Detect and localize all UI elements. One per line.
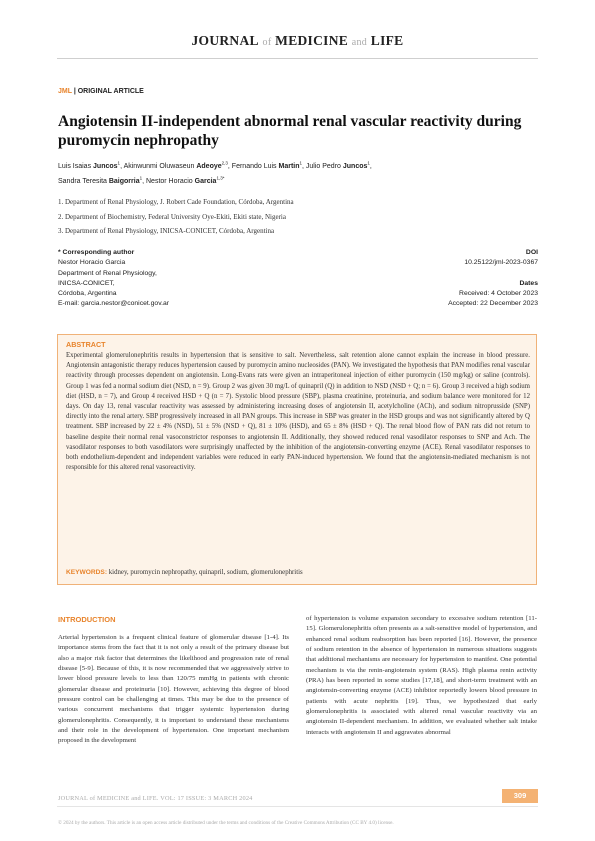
masthead-and-word: and — [351, 37, 368, 48]
author — [58, 163, 124, 170]
corresponding-author-block — [58, 248, 298, 310]
author-first-name: Julio Pedro — [305, 163, 343, 171]
affiliation: 1. Department of Renal Physiology, J. Robert Cade Foundation, Córdoba, Argentina — [58, 198, 294, 206]
abstract-heading: ABSTRACT — [66, 340, 106, 349]
author-separator: , — [120, 163, 124, 171]
author-separator: , — [369, 163, 372, 171]
article-title: Angiotensin II-independent abnormal renal vascular reactivity during puromycin nephropathy — [58, 113, 522, 149]
author-affil-marker: 1 — [139, 175, 143, 181]
author — [124, 163, 232, 170]
received-date: Received: 4 October 2023 — [459, 289, 538, 297]
author-last-name: Garcia — [194, 177, 217, 185]
doi-heading: DOI — [525, 249, 538, 256]
keywords-heading: KEYWORDS: — [66, 569, 108, 576]
author-separator: , — [227, 163, 232, 171]
author-first-name: Akinwunmi Oluwaseun — [123, 163, 197, 171]
section-separator: | — [71, 88, 78, 95]
affiliation-list — [58, 195, 538, 239]
author-affil-marker: 1 — [117, 161, 121, 166]
masthead-life-word: LIFE — [370, 33, 404, 48]
author-affil-marker: 1 — [299, 161, 303, 166]
footer-divider — [57, 806, 538, 807]
corresponding-author-location: Córdoba, Argentina — [58, 290, 117, 298]
masthead-journal-word: JOURNAL — [191, 33, 259, 48]
corresponding-author-email[interactable]: E-mail: garcia.nestor@conicet.gov.ar — [58, 300, 170, 308]
dates-heading: Dates — [519, 279, 538, 287]
author-last-name: Adeoye — [196, 163, 222, 171]
keywords-list: kidney, puromycin nephropathy, quinapril, sodium, glomerulonephritis — [107, 569, 303, 576]
article-meta-block — [318, 248, 538, 309]
corresponding-author-institute: INICSA-CONICET, — [58, 279, 115, 287]
author-affil-marker: 1,3* — [216, 175, 225, 181]
masthead-divider — [57, 58, 538, 59]
journal-abbrev: JML — [58, 88, 72, 95]
author — [232, 163, 306, 170]
masthead-medicine-word: MEDICINE — [275, 33, 349, 48]
author-first-name: Fernando Luis — [231, 163, 279, 171]
license-notice: © 2024 by the authors. This article is an open access article distributed under the terms and conditions of the Creative Commons Attribution (CC BY 4.0) license. — [58, 820, 394, 826]
author — [58, 175, 146, 185]
corresponding-author-name: Nestor Horacio Garcia — [58, 259, 126, 267]
author-affil-marker: 2,3 — [221, 161, 228, 166]
author-affil-marker: 1 — [367, 161, 370, 166]
affiliation: 3. Department of Renal Physiology, INICSA-CONICET, Córdoba, Argentina — [58, 227, 275, 235]
author-list — [58, 158, 518, 187]
affiliation: 2. Department of Biochemistry, Federal University Oye-Ekiti, Ekiti state, Nigeria — [58, 212, 286, 221]
introduction-heading: INTRODUCTION — [58, 615, 116, 624]
journal-masthead — [0, 33, 595, 49]
author-separator: , — [142, 177, 146, 185]
introduction-column-right: of hypertension is volume expansion secondary to excessive sodium retention [11-15]. Glomerulonephritis often presents as a salt-sensitive model of hypertension, and enhanced renal sodium reabsorption has been reported [16]. However, the presence of sodium retention in the absence of hypertension in numerous situations suggests that additional mechanisms are necessary for hypertension to manifest. One potential mechanism is via the renin-angiotensin system (RAS). High plasma renin activity (PRA) has been reported in some studies [17,18], and short-term treatment with an angiotensin-converting enzyme (ACE) inhibitor reportedly lowers blood pressure in patients with acute nephritis [19]. Thus, we hypothesized that early glomerulonephritis is associated with altered renal vascular reactivity via an angiotensin II-dependent mechanism. In addition, we evaluated whether salt intake interacts with angiotensin II and aggravates abnormal — [306, 615, 537, 736]
footer-journal-issue: JOURNAL of MEDICINE and LIFE. VOL: 17 ISSUE: 3 MARCH 2024 — [58, 795, 253, 802]
author-last-name: Juncos — [342, 163, 368, 171]
page-number-badge: 309 — [502, 789, 538, 803]
author-first-name: Luis Isaias — [58, 163, 94, 171]
author-last-name: Baigorria — [108, 177, 140, 185]
author-last-name: Martin — [278, 163, 300, 171]
author-first-name: Sandra Teresita — [58, 177, 109, 185]
masthead-of-word: of — [262, 37, 272, 48]
article-type-label — [58, 88, 144, 95]
author-last-name: Juncos — [93, 163, 118, 171]
author — [306, 163, 372, 170]
corresponding-author-dept: Department of Renal Physiology, — [58, 269, 157, 277]
author — [146, 175, 225, 185]
abstract-text: Experimental glomerulonephritis results in hypertension that is sensitive to salt. Nevertheless, salt retention alone cannot explain the increase in blood pressure. Angiotensin antagonistic therapy reduces hypertension caused by puromycin amino nucleosides (PAN). We investigated the hypothesis that PAN modifies renal vascular reactivity through processes dependent on angiotensin. Long-Evans rats were given an intraperitoneal injection of either puromycin (150 mg/kg) or saline (controls). Group 1 was fed a normal sodium diet (NSD, n = 9). Group 2 was given 30 mg/L of quinapril (Q) in addition to NSD (NSD + Q; n = 6). Group 3 received a high sodium diet (HSD, n = 7), and Group 4 received HSD + Q (n = 7). Systolic blood pressure (SBP), plasma creatinine, proteinuria, and sodium balance were monitored for 12 days. On day 13, renal vascular reactivity was assessed by administering increasing doses of angiotensin II, acetylcholine (ACh), and sodium nitroprusside (SNP) directly into the renal artery. SBP progressively increased in all PAN groups. This increase in SBP was greater in the HSD groups and was not significantly altered by Q treatment. SBP increased by 22 ± 4% (NSD), 51 ± 5% (NSD + Q), 81 ± 10% (HSD), and 65 ± 8% (HSD + Q). The renal blood flow of PAN rats did not return to baseline despite their normal renal vasoconstrictor responses to angiotensin II. Additionally, they showed reduced renal vasodilator responses to SNP and Ach. The vasodilator responses to both vasodilators were surprisingly unaffected by the inhibition of the angiotensin-converting enzyme (ACE). Renal vasodilator responses to both endothelium-dependent and independent variables were reduced in early PAN-induced hypertension. We found that the angiotensin-mediated mechanism is not responsible for this altered renal vasoreactivity. — [66, 352, 530, 472]
article-type: ORIGINAL ARTICLE — [77, 88, 144, 95]
accepted-date: Accepted: 22 December 2023 — [448, 300, 538, 308]
keywords-line — [66, 569, 530, 576]
corresponding-author-heading: * Corresponding author — [58, 249, 135, 256]
doi-link[interactable]: 10.25122/jml-2023-0367 — [464, 259, 538, 267]
author-first-name: Nestor Horacio — [146, 177, 195, 185]
introduction-column-left: Arterial hypertension is a frequent clinical feature of glomerular disease [1-4]. Its importance stems from the fact that it is not only a result of the primary disease but also a major risk factor that determines the likelihood and progression rate of renal disease [5-9]. Because of this, it is now recommended that we aggressively strive to lower blood pressure levels to less than 120/75 mmHg in patients with chronic glomerular disease and proteinuria [10]. However, achieving this degree of blood pressure control can be challenging at times. This may be due to the presence of various concurrent mechanisms that trigger systemic hypertension during glomerulonephritis. Consequently, it is important to understand these mechanisms and their role in the development of hypertension. One important mechanism proposed in the development — [58, 634, 289, 745]
author-separator: , — [302, 163, 306, 171]
